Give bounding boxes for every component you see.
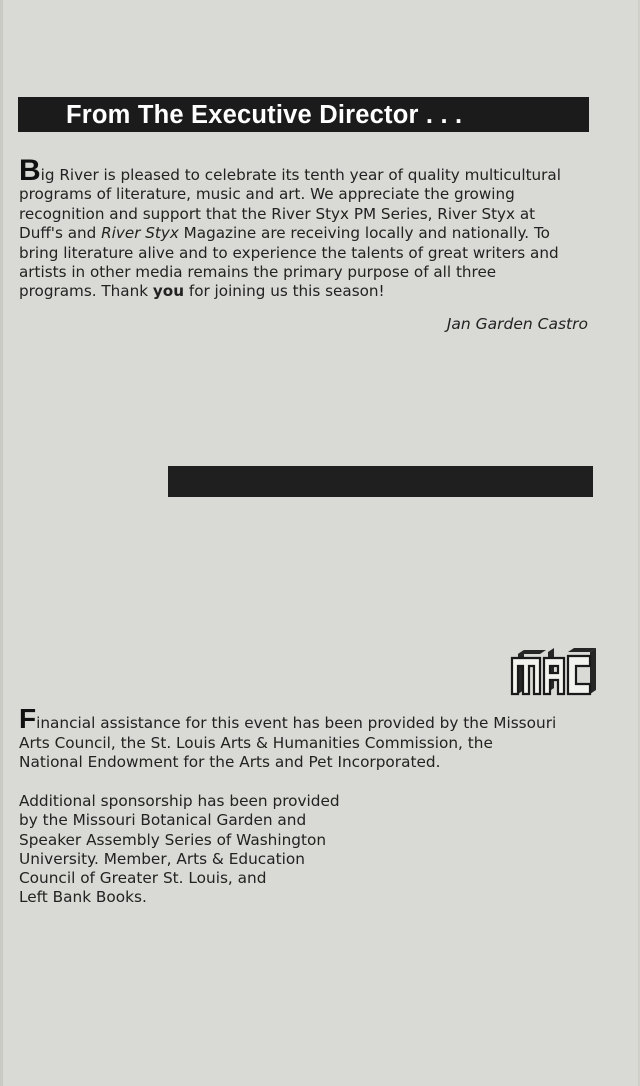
sponsor-line-1: Additional sponsorship has been provided [19, 792, 340, 810]
drop-cap: F [19, 703, 37, 734]
sponsor-line-6: Left Bank Books. [19, 888, 147, 907]
missouri-arts-council-logo [510, 638, 602, 700]
signature: Jan Garden Castro [446, 315, 588, 333]
sponsor-line-2: by the Missouri Botanical Garden and [19, 811, 307, 830]
message-line-3: recognition and support that the River Styx PM Series, River Styx at [19, 204, 536, 223]
funding-line-3: National Endowment for the Arts and Pet Incorporated. [19, 753, 441, 772]
emphasis-you: you [152, 282, 185, 301]
page-title: From The Executive Director . . . [66, 101, 463, 129]
funding-line-2: Arts Council, the St. Louis Arts & Humanities Commission, the [19, 733, 493, 752]
message-line-7: programs. Thank you for joining us this season! [19, 282, 385, 301]
message-line-6: artists in other media remains the primary purpose of all three [19, 263, 497, 282]
sponsorship-notice [19, 792, 439, 908]
drop-cap: B [19, 154, 41, 187]
director-message [19, 154, 599, 302]
message-line-1: Big River is pleased to celebrate its tenth year of quality multicultural [19, 154, 561, 187]
divider-bar [168, 466, 593, 497]
message-line-2: programs of literature, music and art. We appreciate the growing [19, 185, 515, 204]
funding-notice [19, 703, 609, 773]
sponsor-line-5: Council of Greater St. Louis, and [19, 869, 267, 888]
sponsor-line-4: University. Member, Arts & Education [19, 849, 305, 868]
funding-line-1: Financial assistance for this event has been provided by the Missouri [19, 703, 557, 734]
message-line-5: bring literature alive and to experience the talents of great writers and [19, 243, 559, 262]
message-line-4: Duff's and River Styx Magazine are receiving locally and nationally. To [19, 224, 550, 243]
sponsor-line-3: Speaker Assembly Series of Washington [19, 830, 327, 849]
magazine-title: River Styx [101, 224, 179, 243]
